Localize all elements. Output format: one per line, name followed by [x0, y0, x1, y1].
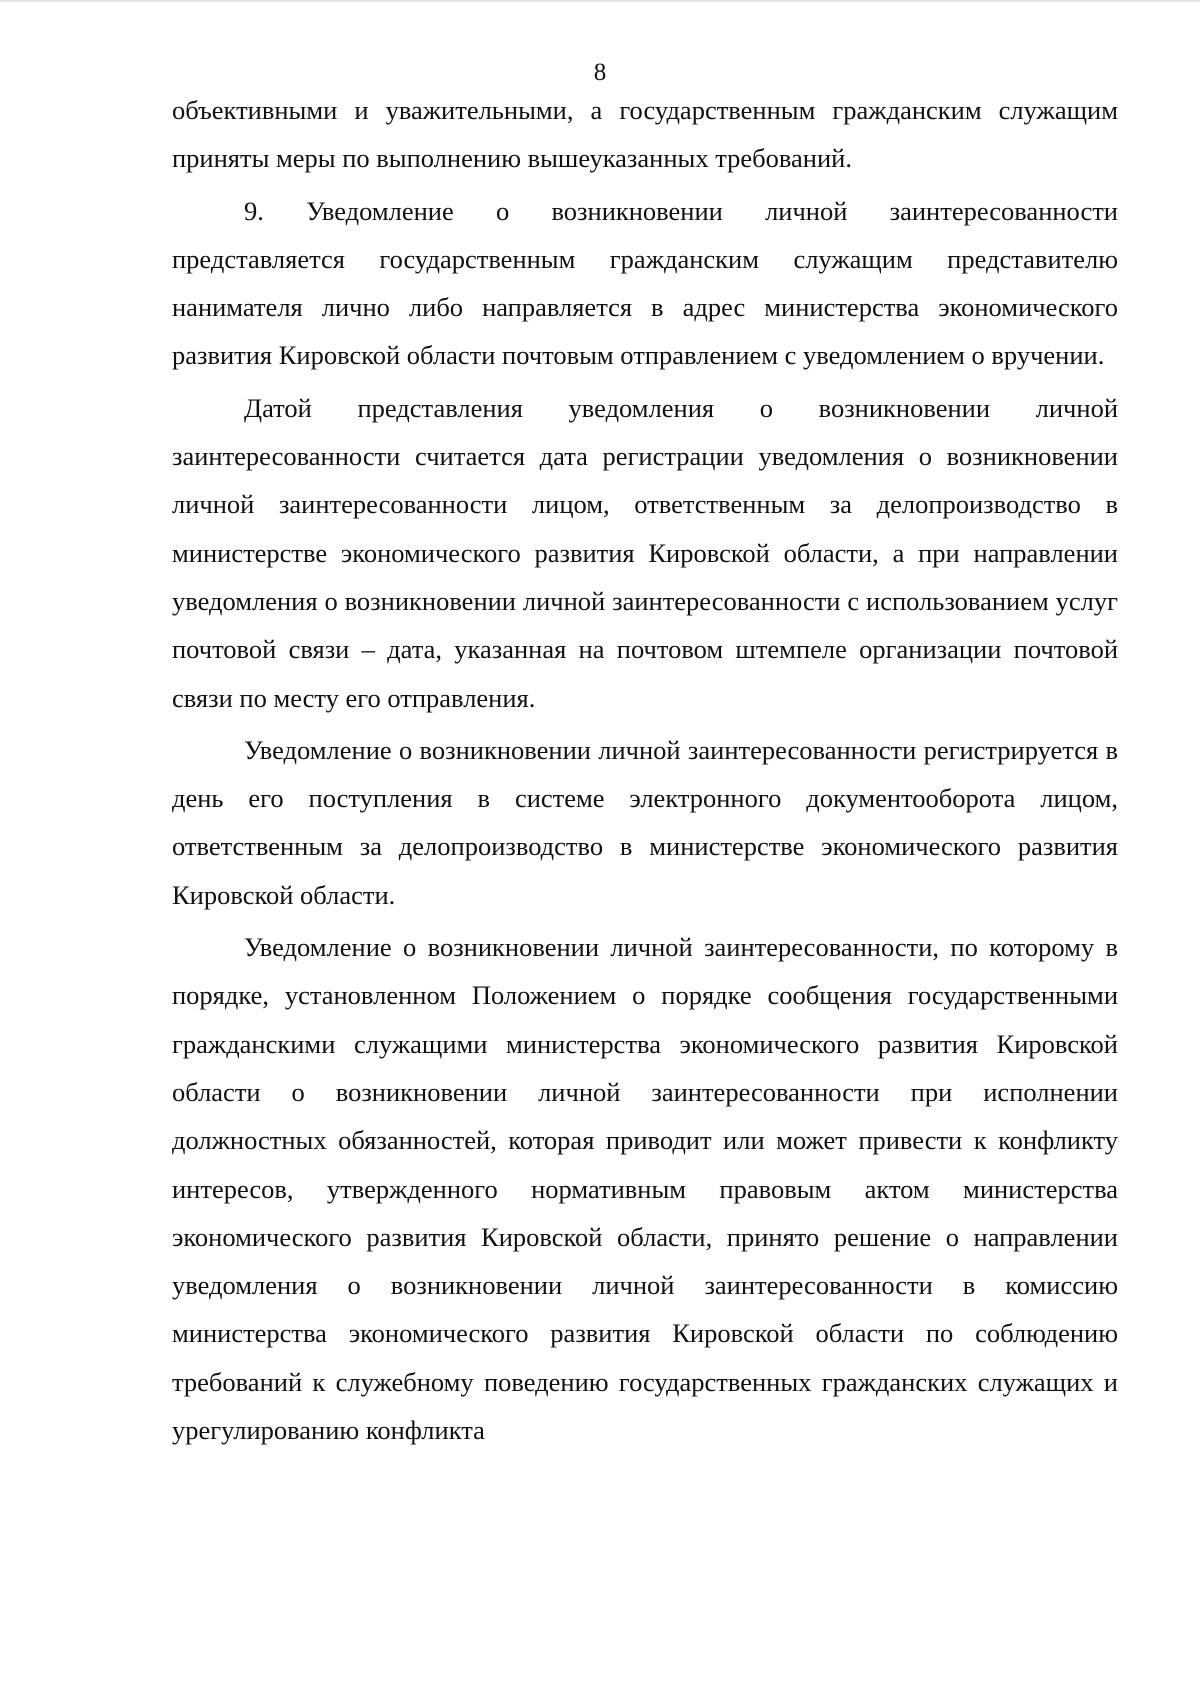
paragraph-registration: Уведомление о возникновении личной заинтересованности регистрируется в день его поступления в системе электронного документооборота лицом, ответственным за делопроизводство в министерстве экономического развития Кировской области. — [172, 734, 1118, 910]
scan-edge — [0, 0, 1200, 3]
paragraph-item-9: 9. Уведомление о возникновении личной заинтересованности представляется государственным гражданским служащим представителю нанимателя лично либо направляется в адрес министерства экономического развития Кировской области почтовым отправлением с уведомлением о вручении. — [172, 195, 1118, 371]
paragraph-submission-date: Датой представления уведомления о возникновении личной заинтересованности считается дата регистрации уведомления о возникновении личной заинтересованности лицом, ответственным за делопроизводство в министерстве экономического развития Кировской области, а при направлении уведомления о возникновении личной заинтересованности с использованием услуг почтовой связи – дата, указанная на почтовом штемпеле организации почтовой связи по месту его отправления. — [172, 392, 1118, 713]
page-number: 8 — [593, 59, 607, 86]
paragraph-commission-referral: Уведомление о возникновении личной заинтересованности, по которому в порядке, установленном Положением о порядке сообщения государственными гражданскими служащими министерства экономического развития Кировской области о возникновении личной заинтересованности при исполнении должностных обязанностей, которая приводит или может привести к конфликту интересов, утвержденного нормативным правовым актом министерства экономического развития Кировской области, принято решение о направлении уведомления о возникновении личной заинтересованности в комиссию министерства экономического развития Кировской области по соблюдению требований к служебному поведению государственных гражданских служащих и урегулированию конфликта — [172, 932, 1118, 1446]
document-body — [172, 86, 1118, 1458]
paragraph-continuation: объективными и уважительными, а государственным гражданским служащим приняты меры по выполнению вышеуказанных требований. — [172, 95, 1118, 174]
